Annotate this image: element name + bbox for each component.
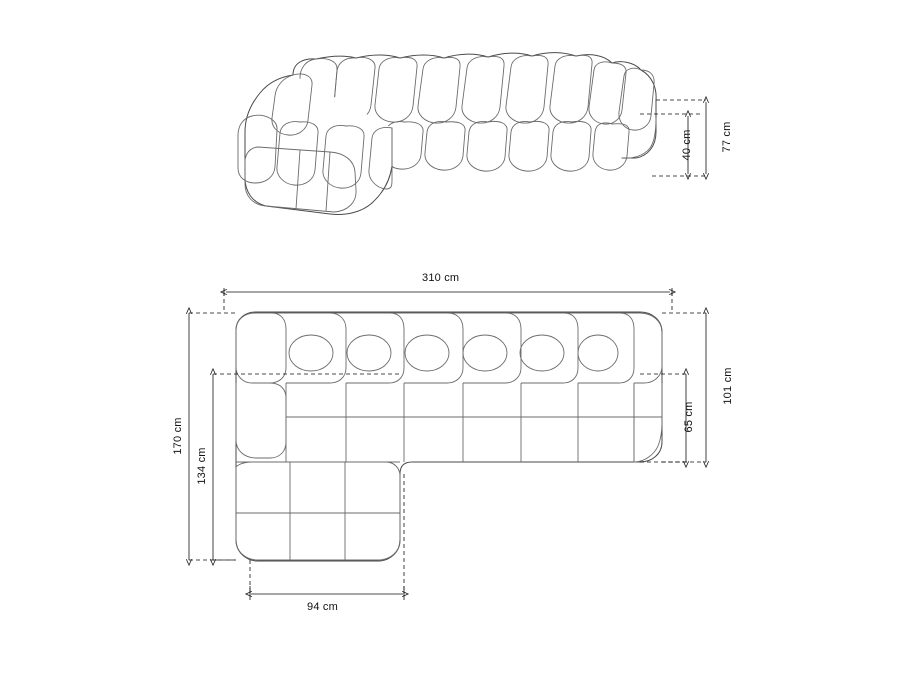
- perspective-view-sofa: [238, 53, 656, 215]
- dimension-label-depth-inner: 134 cm: [196, 447, 208, 485]
- dimension-label-height-total: 77 cm: [721, 121, 733, 153]
- top-view-sofa: [236, 312, 662, 561]
- dimension-label-depth-total: 170 cm: [172, 417, 184, 455]
- dimension-label-depth-seat-inner: 65 cm: [683, 401, 695, 433]
- dimension-label-depth-main-seat: 101 cm: [722, 367, 734, 405]
- dimension-label-width-total: 310 cm: [422, 272, 460, 284]
- dimension-label-width-chaise: 94 cm: [307, 601, 338, 613]
- dimension-label-height-seat: 40 cm: [681, 129, 693, 161]
